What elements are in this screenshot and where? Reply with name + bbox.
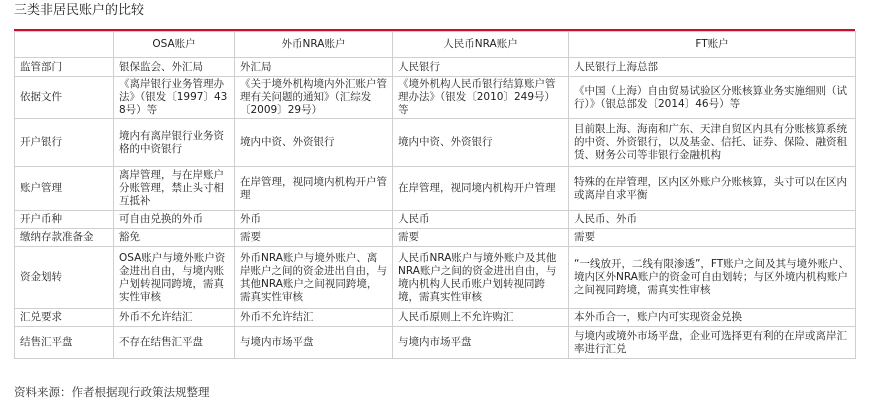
table-cell: 需要 <box>235 229 393 247</box>
table-cell: 在岸管理，视同境内机构开户管理 <box>235 167 393 211</box>
table-row <box>15 167 856 211</box>
table-row <box>15 58 856 77</box>
table-cell: 离岸管理，与在岸账户分账管理，禁止头寸相互抵补 <box>114 167 235 211</box>
header-row <box>15 32 856 58</box>
table-row <box>15 119 856 167</box>
table-cell: 外币不允许结汇 <box>114 309 235 327</box>
table-cell: 需要 <box>569 229 856 247</box>
table-cell: 境内有离岸银行业务资格的中资银行 <box>114 119 235 167</box>
table-cell: 人民币、外币 <box>569 211 856 229</box>
table-cell: 外汇局 <box>235 58 393 77</box>
table-cell: 目前限上海、海南和广东、天津自贸区内具有分账核算系统的中资、外资银行，以及基金、信托、证券、保险、融资租赁、财务公司等非银行金融机构 <box>569 119 856 167</box>
row-label: 缴纳存款准备金 <box>15 229 114 247</box>
table-cell: 《关于境外机构境内外汇账户管理有关问题的通知》（汇综发〔2009〕29号） <box>235 77 393 119</box>
table-row <box>15 327 856 359</box>
table-row <box>15 229 856 247</box>
table-row <box>15 77 856 119</box>
table-cell: 需要 <box>393 229 569 247</box>
header-cell: 外币NRA账户 <box>235 32 393 58</box>
row-label: 开户币种 <box>15 211 114 229</box>
table-cell: 与境内或境外市场平盘，企业可选择更有利的在岸或离岸汇率进行汇兑 <box>569 327 856 359</box>
source-note: 资料来源：作者根据现行政策法规整理 <box>14 385 210 399</box>
table-cell: 豁免 <box>114 229 235 247</box>
table-cell: 人民币NRA账户与境外账户及其他NRA账户之间的资金进出自由，与境内机构人民币账户划转视同跨境，需真实性审核 <box>393 247 569 309</box>
table-cell: 人民币 <box>393 211 569 229</box>
table-cell: “一线放开，二线有限渗透”，FT账户之间及其与境外账户、境内区外NRA账户的资金可自由划转；与区外境内机构账户之间视同跨境，需真实性审核 <box>569 247 856 309</box>
table-cell: 人民币原则上不允许购汇 <box>393 309 569 327</box>
table-cell: OSA账户与境外账户资金进出自由，与境内账户划转视同跨境，需真实性审核 <box>114 247 235 309</box>
table-cell: 外币不允许结汇 <box>235 309 393 327</box>
table-row <box>15 211 856 229</box>
table-cell: 《离岸银行业务管理办法》（银发〔1997〕438号）等 <box>114 77 235 119</box>
table-cell: 人民银行上海总部 <box>569 58 856 77</box>
row-label: 汇兑要求 <box>15 309 114 327</box>
comparison-table <box>14 31 856 359</box>
row-label: 结售汇平盘 <box>15 327 114 359</box>
table-cell: 与境内市场平盘 <box>393 327 569 359</box>
table-row <box>15 247 856 309</box>
table-cell: 境内中资、外资银行 <box>393 119 569 167</box>
row-label: 账户管理 <box>15 167 114 211</box>
header-cell: OSA账户 <box>114 32 235 58</box>
table-cell: 不存在结售汇平盘 <box>114 327 235 359</box>
table-cell: 外币 <box>235 211 393 229</box>
row-label: 依据文件 <box>15 77 114 119</box>
table-cell: 可自由兑换的外币 <box>114 211 235 229</box>
table-row <box>15 309 856 327</box>
table-cell: 在岸管理，视同境内机构开户管理 <box>393 167 569 211</box>
table-cell: 《境外机构人民币银行结算账户管理办法》（银发〔2010〕249号）等 <box>393 77 569 119</box>
header-cell <box>15 32 114 58</box>
table-cell: 境内中资、外资银行 <box>235 119 393 167</box>
row-label: 监管部门 <box>15 58 114 77</box>
table-cell: 本外币合一，账户内可实现资金兑换 <box>569 309 856 327</box>
row-label: 资金划转 <box>15 247 114 309</box>
table-cell: 特殊的在岸管理，区内区外账户分账核算，头寸可以在区内或离岸自求平衡 <box>569 167 856 211</box>
header-cell: FT账户 <box>569 32 856 58</box>
table-cell: 《中国（上海）自由贸易试验区分账核算业务实施细则（试行）》（银总部发〔2014〕46号）等 <box>569 77 856 119</box>
table-cell: 外币NRA账户与境外账户、离岸账户之间的资金进出自由，与其他NRA账户之间视同跨境，需真实性审核 <box>235 247 393 309</box>
row-label: 开户银行 <box>15 119 114 167</box>
table-cell: 与境内市场平盘 <box>235 327 393 359</box>
table-title: 三类非居民账户的比较 <box>14 3 145 18</box>
table-cell: 人民银行 <box>393 58 569 77</box>
header-cell: 人民币NRA账户 <box>393 32 569 58</box>
table-cell: 银保监会、外汇局 <box>114 58 235 77</box>
